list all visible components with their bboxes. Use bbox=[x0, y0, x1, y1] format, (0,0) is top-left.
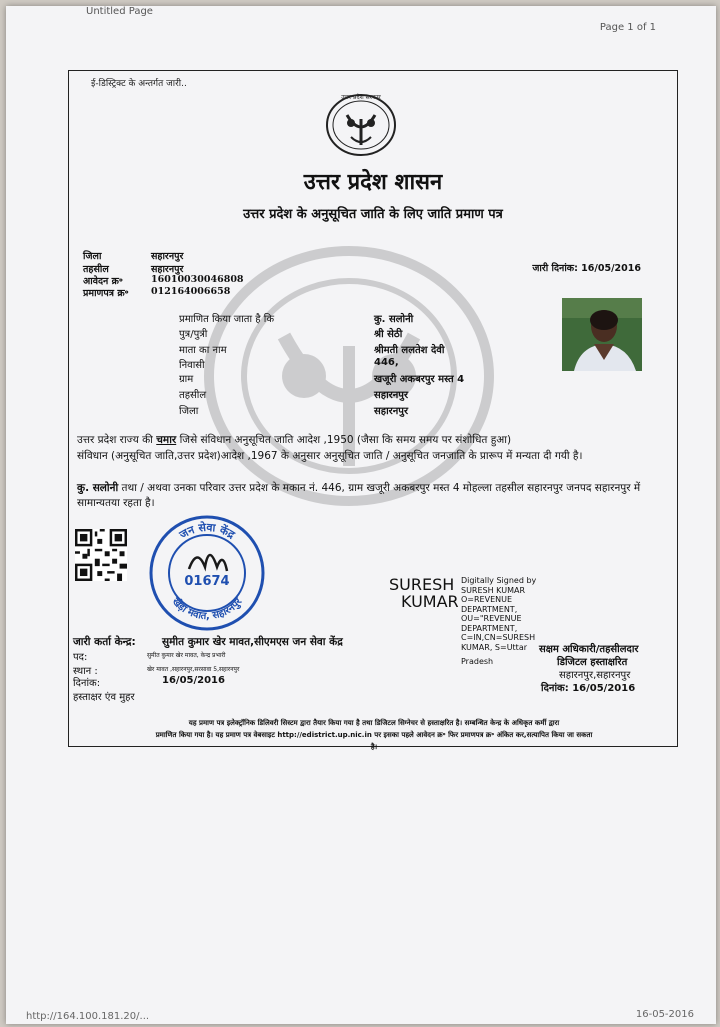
district-value: सहारनपुर bbox=[151, 251, 184, 262]
issuer-place-label: स्थान : bbox=[73, 666, 98, 677]
tehsil-label: तहसील bbox=[83, 264, 109, 275]
caste-certificate bbox=[68, 70, 678, 751]
signature-detail-line: C=IN,CN=SURESH bbox=[461, 633, 536, 642]
signature-name-line1: SURESH bbox=[389, 575, 455, 594]
application-number-value: 16010030046808 bbox=[151, 274, 244, 285]
qr-code-icon bbox=[75, 529, 127, 581]
signature-detail-line: Digitally Signed by bbox=[461, 576, 537, 585]
village-label: ग्राम bbox=[179, 374, 194, 385]
svg-text:जन सेवा केंद्र bbox=[176, 520, 238, 542]
signature-state: Pradesh bbox=[461, 657, 494, 666]
verification-note-line3: है। bbox=[370, 743, 378, 751]
authority-date: दिनांक: 16/05/2016 bbox=[541, 683, 636, 694]
page-footer-date: 16-05-2016 bbox=[635, 1009, 694, 1020]
stamp-bottom-text: खेड़ा मंवात, सहारनपुर bbox=[169, 596, 245, 623]
applicant-photo bbox=[562, 298, 642, 371]
certified-label: प्रमाणित किया जाता है कि bbox=[179, 314, 275, 325]
mother-value: श्रीमती ललतेश देवी bbox=[374, 345, 445, 356]
village-value: खजूरी अकबरपुर मस्त 4 bbox=[374, 374, 465, 385]
verification-note-line1: यह प्रमाण पत्र इलेक्ट्रॉनिक डिलिवरी सिस्टम द्वारा तैयार किया गया है तथा डिजिटल सिग्नेचर से हस्ताक्षरित है। सम्बन्धित केन्द्र के अधिकृत कर्मी द्वारा bbox=[188, 719, 560, 727]
certified-value: कु. सलोनी bbox=[374, 314, 414, 325]
up-government-emblem-icon bbox=[325, 93, 397, 157]
caste-paragraph bbox=[77, 433, 662, 448]
verification-note-line2: प्रमाणित किया गया है। यह प्रमाण पत्र वेबसाइट http://edistrict.up.nic.in पर इसका पहले आवेदन क्र॰ फिर प्रमाणपत्र क्र॰ अंकित कर,सत्यापित किया जा सकता bbox=[155, 731, 593, 739]
document-page bbox=[6, 6, 716, 1024]
certificate-title: उत्तर प्रदेश शासन bbox=[303, 170, 443, 195]
applicant-name: कु. सलोनी bbox=[77, 482, 119, 494]
page-footer-url: http://164.100.181.20/... bbox=[26, 1011, 150, 1022]
caste-name: चमार bbox=[156, 434, 177, 446]
certificate-number-label: प्रमाणपत्र क्र॰ bbox=[83, 288, 129, 299]
child-of-label: पुत्र/पुत्री bbox=[179, 329, 208, 340]
issuer-center-value: सुमीत कुमार खेर मावत,सीएमएस जन सेवा केंद्र bbox=[162, 636, 343, 648]
resident-label: निवासी bbox=[179, 360, 205, 371]
certificate-number-value: 012164006658 bbox=[151, 286, 231, 297]
digital-signature-name bbox=[389, 576, 459, 610]
issuer-signature-label: हस्ताक्षर एंव मुहर bbox=[73, 692, 135, 703]
issuer-date-value: 16/05/2016 bbox=[162, 675, 225, 686]
residence-paragraph bbox=[77, 481, 662, 511]
signature-detail-line: O=REVENUE bbox=[461, 595, 513, 604]
order-paragraph: संविधान (अनुसूचित जाति,उत्तर प्रदेश)आदेश ,1967 के अनुसार अनुसूचित जाति / अनुसूचित जनजाति के प्रारूप में मन्यता दी गयी है। bbox=[77, 450, 583, 462]
signature-detail-line: OU="REVENUE bbox=[461, 614, 522, 623]
issuer-post-label: पद: bbox=[73, 652, 88, 663]
application-number-label: आवेदन क्र॰ bbox=[83, 276, 123, 287]
issuer-date-label: दिनांक: bbox=[73, 678, 101, 689]
page-header-number: Page 1 of 1 bbox=[599, 22, 656, 33]
issued-under-note: ई-डिस्ट्रिक्ट के अन्तर्गत जारी.. bbox=[91, 79, 187, 89]
resident-value: 446, bbox=[374, 357, 399, 368]
district-label: जिला bbox=[83, 251, 102, 262]
page-header-title: Untitled Page bbox=[86, 6, 153, 17]
issuer-place-value: खेर मावत ,सहारनपुर,सरसावा 5,सहारनपुर bbox=[147, 666, 240, 673]
issue-date: जारी दिनांक: 16/05/2016 bbox=[532, 263, 641, 274]
para1-start: उत्तर प्रदेश राज्य की bbox=[77, 434, 153, 446]
signature-name-line2: KUMAR bbox=[401, 592, 459, 611]
signature-detail-line: DEPARTMENT, bbox=[461, 623, 518, 633]
detail-tehsil-label: तहसील bbox=[179, 390, 207, 401]
seal-stamp-icon bbox=[147, 513, 267, 633]
tehsil-value: सहारनपुर bbox=[151, 264, 184, 275]
stamp-top-text: जन सेवा केंद्र bbox=[177, 520, 238, 542]
detail-district-value: सहारनपुर bbox=[374, 406, 409, 417]
para1-end: जिसे संविधान अनुसूचित जाति आदेश ,1950 (जैसा कि समय समय पर संशोधित हुआ) bbox=[179, 434, 512, 446]
residence-text: तथा / अथवा उनका परिवार उत्तर प्रदेश के मकान नं. 446, ग्राम खजूरी अकबरपुर मस्त 4 मोहल्ला तहसील सहारनपुर जनपद सहारनपुर में सामान्यतया रहता है। bbox=[77, 482, 641, 509]
svg-text:खेड़ा मंवात, सहारनपुर bbox=[169, 594, 245, 622]
child-of-value: श्री सेठी bbox=[374, 329, 403, 340]
signature-detail-line: SURESH KUMAR bbox=[461, 585, 526, 595]
certificate-subtitle: उत्तर प्रदेश के अनुसूचित जाति के लिए जाति प्रमाण पत्र bbox=[243, 207, 503, 222]
signature-detail-line: DEPARTMENT, bbox=[461, 604, 518, 614]
issuer-post-value: सुमीत कुमार खेर मावत, केन्द्र प्रभारी bbox=[147, 652, 226, 659]
signature-detail-line: KUMAR, S=Uttar bbox=[461, 642, 528, 652]
mother-label: माता का नाम bbox=[179, 345, 227, 356]
emblem-text: उत्तर प्रदेश सरकार bbox=[341, 94, 381, 101]
authority-place: सहारनपुर,सहारनपुर bbox=[559, 670, 631, 681]
authority-digital-line: डिजिटल हस्ताक्षरित bbox=[557, 657, 628, 668]
detail-district-label: जिला bbox=[179, 406, 199, 417]
detail-tehsil-value: सहारनपुर bbox=[374, 390, 409, 401]
stamp-code: 01674 bbox=[184, 574, 230, 589]
issuer-center-label: जारी कर्ता केन्द्र: bbox=[73, 636, 136, 648]
digital-signature-details bbox=[461, 576, 536, 652]
authority-title: सक्षम अधिकारी/तहसीलदार bbox=[539, 644, 639, 655]
